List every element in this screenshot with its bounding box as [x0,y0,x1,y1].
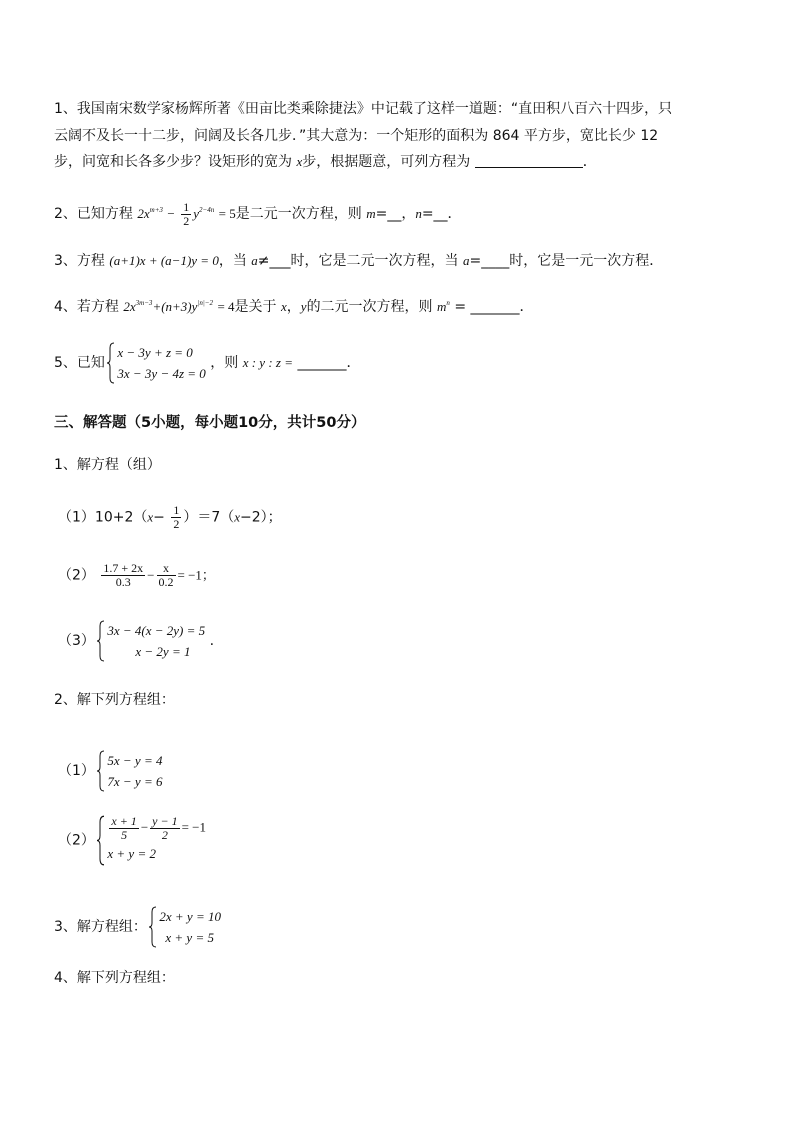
p2-sub2-f1-num: x + 1 [111,814,137,828]
p2-sub2-tail: = −1 [181,819,207,835]
fill-q5-blank[interactable]: _______． [297,355,361,371]
fill-q4-sep: ， [286,299,301,315]
fill-q4-eq-b: +(n+3)y [152,299,198,314]
p3-system [151,906,221,948]
fill-q2-exp-a: m+3 [149,206,163,214]
p1-sub1-fraction [171,504,181,531]
p1-sub1-b: − [153,509,165,526]
fill-q4-line [54,293,534,317]
fill-q1-line2 [54,126,658,146]
p3-row1: 2x + y = 10 [159,909,221,924]
fill-q2-eq-a: 2x [137,206,150,221]
p1-sub2-f2-den: 0.2 [158,575,174,589]
fill-q4-text2: 的二元一次方程，则 [306,299,433,315]
fill-q1-text3b: 步，根据题意，可列方程为 [302,154,471,170]
p1-sub2-minus: − [147,567,155,583]
fill-q2-m-var: m [366,206,376,221]
fill-q2-frac-num: 1 [183,199,190,214]
fill-q3-a1: a [251,253,258,268]
fill-q2-eq-b: y [193,206,199,221]
p2-sub1-row1: 5x − y = 4 [107,753,163,768]
fill-q2-mid: 是二元一次方程，则 [235,206,362,222]
p3-title: 3、解方程组： [54,919,147,935]
p1-sub1-d: −2）； [240,509,282,526]
p3-row2: x + y = 5 [165,930,214,945]
fill-q2-frac-den: 2 [183,213,190,228]
brace-icon [107,342,115,384]
fill-q2-n-blank[interactable]: =__． [421,206,462,222]
fill-q3-line [54,251,663,271]
fill-q4-x: x [281,299,287,314]
fill-q4-exp-b: |n|−2 [197,299,213,307]
brace-icon [97,620,105,662]
fill-q4-mn-exp: n [446,299,450,307]
brace-icon [97,750,105,792]
p1-sub2 [58,562,215,589]
p1-sub3-row2: x − 2y = 1 [135,644,191,659]
fill-q2-n-var: n [415,206,422,221]
p1-sub1-c: ）＝7（ [183,509,235,526]
fill-q2-minus: − [167,206,175,221]
fill-q3-prefix: 3、方程 [54,253,105,269]
p2-sub2-minus: − [140,819,149,835]
p2-sub1-system [99,750,162,792]
fill-q4-y: y [300,299,307,314]
p1-sub1-frac-den: 2 [173,517,180,531]
p1-sub2-f1-den: 0.3 [115,575,131,589]
p1-sub1-a: 10+2（ [94,509,148,526]
fill-q5-system [109,342,205,384]
p2-sub2-f2-num: y − 1 [152,814,178,828]
fill-q5-row1: x − 3y + z = 0 [117,345,193,360]
fill-q4-eq-c: = 4 [217,299,235,314]
p1-sub2-fraction2 [157,562,176,589]
fill-q3-text1: ，当 [218,253,247,269]
p2-sub2-f1-den: 5 [121,828,128,842]
p1-sub3-row1: 3x − 4(x − 2y) = 5 [107,623,206,638]
fill-q5-line [54,342,360,384]
fill-q3-equation: (a+1)x + (a−1)y = 0 [109,253,219,268]
p1-sub1 [58,504,282,531]
fill-q1-text2: 云阔不及长一十二步，问阔及长各几步．”其大意为：一个矩形的面积为 864 平方步，宽比长少 12 [54,128,659,144]
fill-q2-line [54,200,462,228]
p2-sub2-fraction1 [109,815,138,842]
p2-sub2 [58,815,206,866]
p1-sub1-x: x [147,509,154,525]
p2-sub2-fraction2 [150,815,179,842]
p2-sub2-row1 [107,815,206,842]
p1-sub3 [58,620,214,662]
fill-q1-var: x [296,154,303,169]
p1-sub3-label: （3） [58,633,95,649]
fill-q5-text: ，则 [210,355,239,371]
p2-sub1-label: （1） [58,763,95,779]
fill-q1-line1 [54,99,672,119]
section3-heading: 三、解答题（5小题，每小题10分，共计50分） [54,415,366,431]
fill-q1-line3 [54,152,597,172]
brace-icon [149,906,157,948]
p2-sub2-f2-den: 2 [161,828,168,842]
p2-title: 2、解下列方程组： [54,692,175,708]
p1-sub2-tail: = −1； [177,567,215,583]
p2-sub2-label: （2） [58,832,95,849]
p1-sub2-f1-num: 1.7 + 2x [103,561,144,575]
fill-q1-text1: 1、我国南宋数学家杨辉所著《田亩比类乘除捷法》中记载了这样一道题：“直田积八百六十四步，只 [54,101,673,117]
brace-icon [97,815,105,866]
p2-sub1-row2: 7x − y = 6 [107,774,163,789]
fill-q4-text1: 是关于 [234,299,277,315]
fill-q4-blank[interactable]: = _______． [454,299,534,315]
p2-sub2-system [99,815,206,866]
fill-q4-exp-a: 3m−3 [135,299,153,307]
p1-sub3-system [99,620,205,662]
fill-q2-exp-b: 2−4n [198,206,215,214]
fill-q2-eq-c: = 5 [218,206,236,221]
p2-sub1 [58,750,162,792]
p1-sub1-frac-num: 1 [173,503,180,517]
fill-q1-text3a: 步，问宽和长各多少步？设矩形的宽为 [54,154,292,170]
p1-sub1-label: （1） [58,509,95,526]
fill-q2-m-blank[interactable]: =__， [375,206,416,222]
fill-q2-fraction [181,201,191,228]
p1-sub2-f2-num: x [157,562,176,576]
fill-q3-a2: a [462,253,470,268]
fill-q4-prefix: 4、若方程 [54,299,119,315]
p2-sub2-row2: x + y = 2 [107,846,156,861]
p1-sub2-fraction1 [101,562,145,589]
p1-title: 1、解方程（组） [54,457,161,473]
p4-title: 4、解下列方程组： [54,970,175,986]
fill-q5-prefix: 5、已知 [54,355,105,371]
fill-q5-ratio: x : y : z = [242,355,293,370]
fill-q5-row2: 3x − 3y − 4z = 0 [117,366,206,381]
fill-q3-eq-blank[interactable]: =____时，它是一元一次方程． [469,253,664,269]
fill-q1-end: ． [582,154,597,170]
fill-q2-prefix: 2、已知方程 [54,206,133,222]
p3-line [54,906,221,948]
fill-q4-mn: m [437,299,447,314]
p1-sub3-tail: . [209,633,215,649]
fill-q4-eq-a: 2x [123,299,136,314]
fill-q1-answer-blank[interactable] [475,153,583,168]
p1-sub2-label: （2） [58,567,95,584]
p1-sub1-x2: x [234,509,241,525]
fill-q3-neq-blank[interactable]: ≠___时，它是二元一次方程，当 [257,253,459,269]
